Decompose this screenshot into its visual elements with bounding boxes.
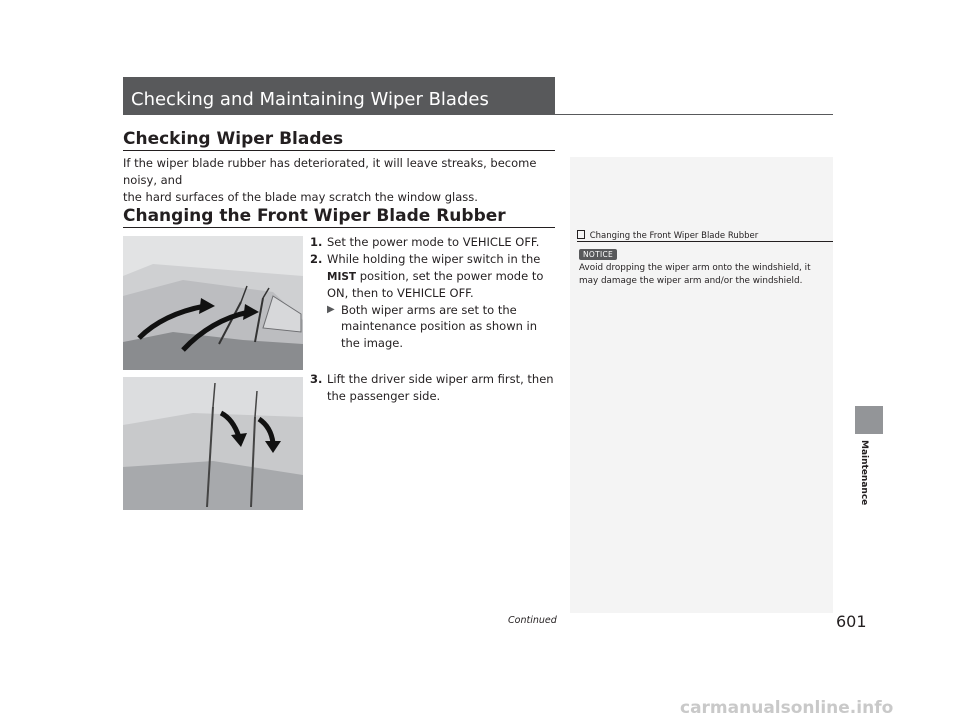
side-tab[interactable]: [855, 406, 883, 434]
step-text-part: While holding the wiper switch in the: [327, 252, 541, 266]
notice-badge: NOTICE: [579, 249, 617, 260]
step-sub-text: Both wiper arms are set to the maintenance position as shown in the image.: [341, 302, 538, 350]
step-sub: [327, 302, 557, 352]
step-number: 2.: [310, 252, 323, 266]
sidebar-rule: [577, 241, 833, 242]
step-number: 1.: [310, 235, 323, 249]
checking-body: [123, 155, 563, 206]
page-number: 601: [836, 612, 867, 631]
sidebar-title-text: Changing the Front Wiper Blade Rubber: [589, 231, 759, 241]
heading-rule: [123, 150, 555, 151]
figure-lift-arms: [123, 377, 303, 510]
watermark: carmanualsonline.info: [680, 698, 894, 718]
section-title: Checking and Maintaining Wiper Blades: [131, 89, 489, 110]
figure-wipers-raised: [123, 236, 303, 370]
notice-text: Avoid dropping the wiper arm onto the windshield, it may damage the wiper arm and/or the windshield.: [579, 263, 811, 286]
sidebar-title: [577, 230, 758, 241]
heading-checking: Checking Wiper Blades: [123, 129, 344, 149]
step-text: Set the power mode to VEHICLE OFF.: [327, 235, 540, 249]
step-text-part: position, set the power mode to ON, then to VEHICLE OFF.: [327, 268, 544, 300]
step-number: 3.: [310, 372, 323, 386]
heading-changing: Changing the Front Wiper Blade Rubber: [123, 206, 506, 226]
banner-rule: [555, 114, 833, 115]
continued-label: Continued: [508, 615, 557, 626]
arrow-bullet-icon: ▶: [327, 303, 335, 315]
step-text: [327, 251, 557, 351]
sidebar-panel: [570, 157, 833, 613]
side-tab-label: Maintenance: [859, 440, 869, 506]
reference-icon: [577, 230, 585, 239]
checking-body-line: If the wiper blade rubber has deteriorated, it will leave streaks, become noisy, and: [123, 156, 537, 187]
checking-body-line: the hard surfaces of the blade may scratch the window glass.: [123, 190, 478, 204]
heading-rule: [123, 227, 555, 228]
step-3: [310, 371, 555, 411]
step-text: Lift the driver side wiper arm first, then the passenger side.: [327, 372, 554, 403]
step-2: [310, 251, 555, 351]
mist-label: MIST: [327, 270, 357, 283]
